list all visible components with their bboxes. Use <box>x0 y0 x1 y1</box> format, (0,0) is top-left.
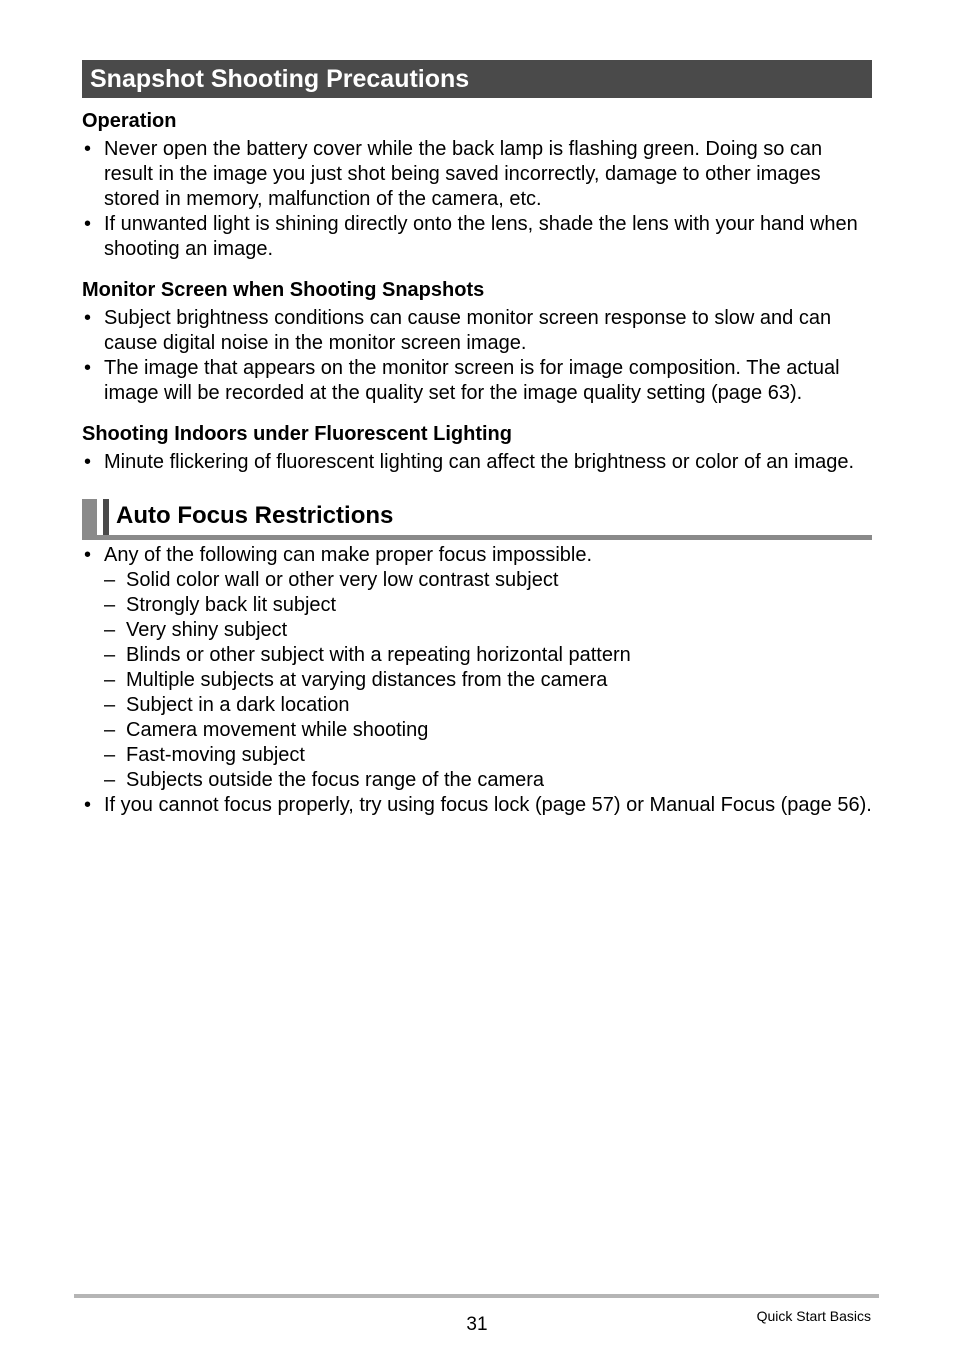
list-item-text: Minute flickering of fluorescent lighting can affect the brightness or color of an image. <box>104 451 855 473</box>
bullet-icon: • <box>84 307 92 329</box>
dash-icon: – <box>104 769 116 791</box>
list-item <box>82 543 872 793</box>
heading-bar-icon <box>82 499 97 535</box>
auto-focus-heading: Auto Focus Restrictions <box>116 502 394 529</box>
sub-list-item <box>104 693 872 718</box>
list-item-text: Any of the following can make proper focus impossible. <box>104 544 593 566</box>
sub-list-item-text: Blinds or other subject with a repeating horizontal pattern <box>126 644 631 666</box>
sub-list-item <box>104 643 872 668</box>
dash-icon: – <box>104 619 116 641</box>
sub-list-item-text: Very shiny subject <box>126 619 288 641</box>
bullet-icon: • <box>84 138 92 160</box>
list-item <box>82 450 872 475</box>
list-item <box>82 212 872 262</box>
dash-icon: – <box>104 569 116 591</box>
sub-list-item-text: Camera movement while shooting <box>126 719 429 741</box>
sub-list-item <box>104 593 872 618</box>
bullet-icon: • <box>84 213 92 235</box>
sub-list-item <box>104 743 872 768</box>
operation-heading: Operation <box>82 110 177 132</box>
sub-list-item-text: Solid color wall or other very low contrast subject <box>126 569 559 591</box>
indoors-list <box>82 450 872 475</box>
list-item-text: Never open the battery cover while the back lamp is flashing green. Doing so can result in the image you just shot being saved incorrectly, damage to other images stored in memory, malfunction of the camera, etc. <box>104 138 823 210</box>
dash-icon: – <box>104 694 116 716</box>
footer-section-label: Quick Start Basics <box>756 1308 871 1324</box>
sub-list-item-text: Subject in a dark location <box>126 694 350 716</box>
monitor-list <box>82 306 872 406</box>
list-item-text: Subject brightness conditions can cause monitor screen response to slow and can cause digital noise in the monitor screen image. <box>104 307 832 354</box>
dash-icon: – <box>104 744 116 766</box>
list-item <box>82 356 872 406</box>
list-item-text: If you cannot focus properly, try using focus lock (page 57) or Manual Focus (page 56). <box>104 794 872 816</box>
heading-bar-icon <box>103 499 109 535</box>
sub-list-item <box>104 568 872 593</box>
list-item-text: The image that appears on the monitor screen is for image composition. The actual image will be recorded at the quality set for the image quality setting (page 63). <box>104 357 840 404</box>
operation-list <box>82 137 872 262</box>
page-title: Snapshot Shooting Precautions <box>82 60 872 98</box>
sub-list-item-text: Strongly back lit subject <box>126 594 337 616</box>
dash-icon: – <box>104 594 116 616</box>
monitor-heading: Monitor Screen when Shooting Snapshots <box>82 279 485 301</box>
list-item <box>82 137 872 212</box>
page-content <box>82 60 872 818</box>
list-item <box>82 306 872 356</box>
sub-list-item-text: Subjects outside the focus range of the camera <box>126 769 545 791</box>
bullet-icon: • <box>84 794 92 816</box>
dash-icon: – <box>104 669 116 691</box>
list-item-text: If unwanted light is shining directly onto the lens, shade the lens with your hand when shooting an image. <box>104 213 858 260</box>
dash-icon: – <box>104 719 116 741</box>
auto-focus-list <box>82 543 872 818</box>
sub-list-item <box>104 618 872 643</box>
focus-conditions-list <box>104 568 872 793</box>
footer-divider <box>74 1294 879 1298</box>
sub-list-item <box>104 718 872 743</box>
bullet-icon: • <box>84 451 92 473</box>
bullet-icon: • <box>84 357 92 379</box>
sub-list-item <box>104 768 872 793</box>
sub-list-item <box>104 668 872 693</box>
dash-icon: – <box>104 644 116 666</box>
sub-list-item-text: Fast-moving subject <box>126 744 305 766</box>
indoors-heading: Shooting Indoors under Fluorescent Lighting <box>82 423 512 445</box>
sub-list-item-text: Multiple subjects at varying distances from the camera <box>126 669 608 691</box>
page-number: 31 <box>466 1314 488 1335</box>
auto-focus-heading-block <box>82 497 872 540</box>
list-item <box>82 793 872 818</box>
bullet-icon: • <box>84 544 92 566</box>
